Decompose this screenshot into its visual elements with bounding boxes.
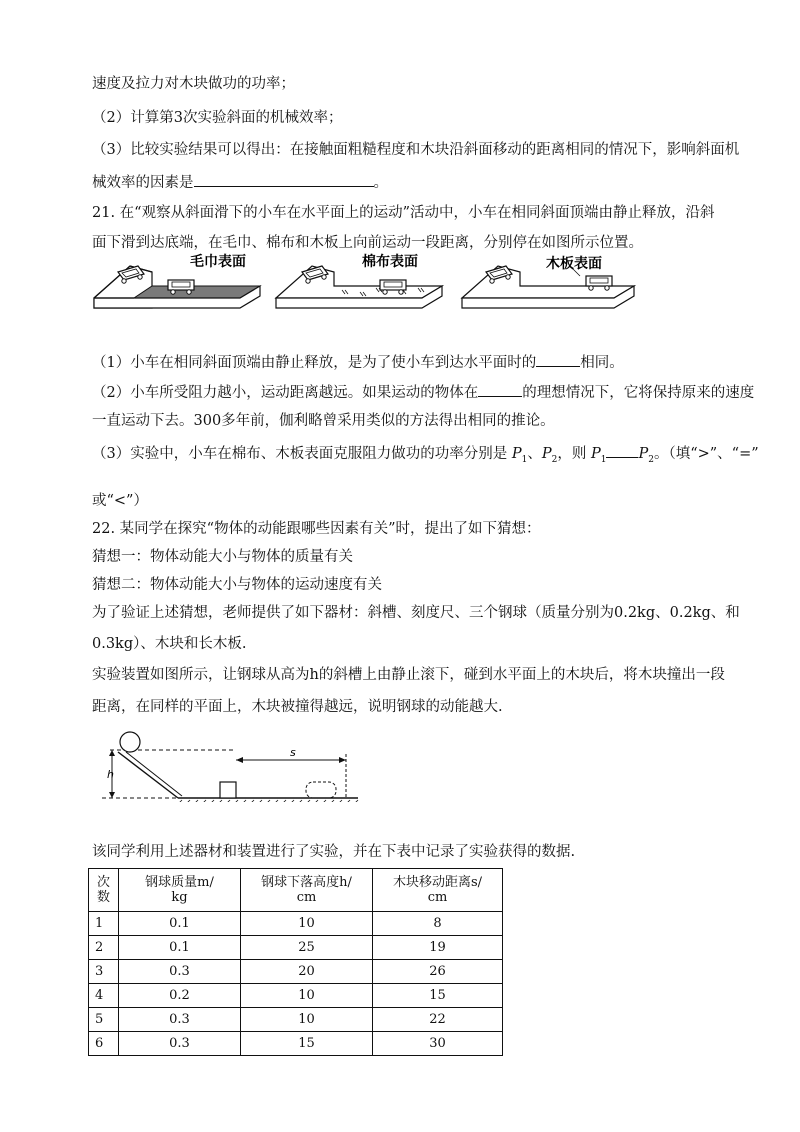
wood-block-moved <box>306 782 336 798</box>
q20-part3-b-pre: 械效率的因素是 <box>92 175 194 191</box>
q20-part2: （2）计算第3次实验斜面的机械效率； <box>92 110 343 126</box>
q20-part3-a: （3）比较实验结果可以得出：在接触面粗糙程度和木块沿斜面移动的距离相同的情况下，影响斜面机 <box>92 142 740 158</box>
cell-distance: 15 <box>373 984 503 1008</box>
q21-part3-pre: （3）实验中，小车在棉布、木板表面克服阻力做功的功率分别是 <box>92 446 508 462</box>
symbol-p1-compare: $P_1$ <box>590 446 607 465</box>
q21-intro-b: 面下滑到达底端，在毛巾、棉布和木板上向前运动一段距离，分别停在如图所示位置。 <box>92 235 643 251</box>
q21-part1-blank[interactable] <box>536 352 580 367</box>
table-row <box>89 960 503 984</box>
q21-part1-post: 相同。 <box>580 355 624 371</box>
q21-part2-blank[interactable] <box>478 382 522 397</box>
cell-distance: 19 <box>373 936 503 960</box>
q22-apparatus-figure <box>96 730 376 802</box>
q21-part3-blank[interactable] <box>606 443 638 458</box>
q21-part1 <box>92 352 624 373</box>
cell-mass: 0.3 <box>119 1032 241 1056</box>
cell-mass: 0.3 <box>119 1008 241 1032</box>
table-row <box>89 936 503 960</box>
surface-label-cotton: 棉布表面 <box>362 254 418 270</box>
cell-height: 20 <box>241 960 373 984</box>
q21-intro-a: 21. 在“观察从斜面滑下的小车在水平面上的运动”活动中，小车在相同斜面顶端由静止释放，沿斜 <box>92 205 715 221</box>
table-header-row <box>89 869 503 912</box>
q20-part3-b <box>92 172 388 193</box>
cell-height: 10 <box>241 984 373 1008</box>
panel-cotton <box>276 253 442 308</box>
q21-part2-pre: （2）小车所受阻力越小，运动距离越远。如果运动的物体在 <box>92 385 479 401</box>
q22-intro: 22. 某同学在探究“物体的动能跟哪些因素有关”时，提出了如下猜想： <box>92 521 541 537</box>
q21-part2-b: 一直运动下去。300多年前，伽利略曾采用类似的方法得出相同的推论。 <box>92 413 555 429</box>
panel-towel <box>94 253 260 308</box>
symbol-p2: $P_2$ <box>541 446 558 465</box>
cell-height: 25 <box>241 936 373 960</box>
wood-block <box>220 782 236 798</box>
header-height: 钢球下落高度h/ cm <box>241 869 373 912</box>
results-table <box>88 868 503 1056</box>
surface-label-wood: 木板表面 <box>546 256 602 272</box>
table-row <box>89 912 503 936</box>
q21-part1-pre: （1）小车在相同斜面顶端由静止释放，是为了使小车到达水平面时的 <box>92 355 537 371</box>
header-distance: 木块移动距离s/ cm <box>373 869 503 912</box>
symbol-sep: 、 <box>527 446 542 462</box>
q21-part3-end: 或“<”） <box>92 493 148 509</box>
height-label: h <box>107 768 114 781</box>
q22-record: 该同学利用上述器材和装置进行了实验，并在下表中记录了实验获得的数据. <box>92 844 576 860</box>
cell-distance: 8 <box>373 912 503 936</box>
q22-guess2: 猜想二：物体动能大小与物体的运动速度有关 <box>92 577 382 593</box>
distance-label: s <box>290 746 296 759</box>
symbol-p1: $P_1$ <box>511 446 528 465</box>
steel-ball <box>120 732 140 752</box>
ground-hatch <box>178 800 358 802</box>
q20-part3-b-post: 。 <box>373 175 388 191</box>
cell-trial: 2 <box>89 936 119 960</box>
surface-label-towel: 毛巾表面 <box>190 254 246 270</box>
q22-materials-a: 为了验证上述猜想，老师提供了如下器材：斜槽、刻度尺、三个钢球（质量分别为0.2kg、0.2kg、和 <box>92 605 740 621</box>
cell-trial: 6 <box>89 1032 119 1056</box>
symbol-ze: ，则 <box>557 446 587 462</box>
cell-trial: 3 <box>89 960 119 984</box>
table-row <box>89 984 503 1008</box>
symbol-p2-compare: $P_2$ <box>638 446 654 465</box>
cell-distance: 22 <box>373 1008 503 1032</box>
q22-guess1: 猜想一：物体动能大小与物体的质量有关 <box>92 549 353 565</box>
cell-trial: 1 <box>89 912 119 936</box>
cell-height: 10 <box>241 912 373 936</box>
cell-trial: 5 <box>89 1008 119 1032</box>
cell-mass: 0.1 <box>119 936 241 960</box>
cell-height: 15 <box>241 1032 373 1056</box>
table-row <box>89 1008 503 1032</box>
q20-line-top: 速度及拉力对木块做功的功率； <box>92 76 295 92</box>
q21-part3-post: 。（填“>”、“=” <box>653 446 759 462</box>
cell-distance: 26 <box>373 960 503 984</box>
q22-setup-a: 实验装置如图所示，让钢球从高为h的斜槽上由静止滚下，碰到水平面上的木块后，将木块撞出一段 <box>92 667 725 683</box>
q21-part3 <box>92 443 759 470</box>
header-mass: 钢球质量m/ kg <box>119 869 241 912</box>
cell-mass: 0.3 <box>119 960 241 984</box>
cell-distance: 30 <box>373 1032 503 1056</box>
table-row <box>89 1032 503 1056</box>
panel-wood <box>462 255 634 308</box>
cell-height: 10 <box>241 1008 373 1032</box>
q22-materials-b: 0.3kg）、木块和长木板. <box>92 636 247 652</box>
q22-setup-b: 距离，在同样的平面上，木块被撞得越远，说明钢球的动能越大. <box>92 699 503 715</box>
q21-part2-a <box>92 382 754 403</box>
cell-trial: 4 <box>89 984 119 1008</box>
q21-surfaces-figure <box>90 252 650 322</box>
q21-part2-post: 的理想情况下，它将保持原来的速度 <box>522 385 755 401</box>
cell-mass: 0.1 <box>119 912 241 936</box>
header-trial: 次 数 <box>89 869 119 912</box>
cell-mass: 0.2 <box>119 984 241 1008</box>
q20-answer-blank[interactable] <box>194 172 374 187</box>
